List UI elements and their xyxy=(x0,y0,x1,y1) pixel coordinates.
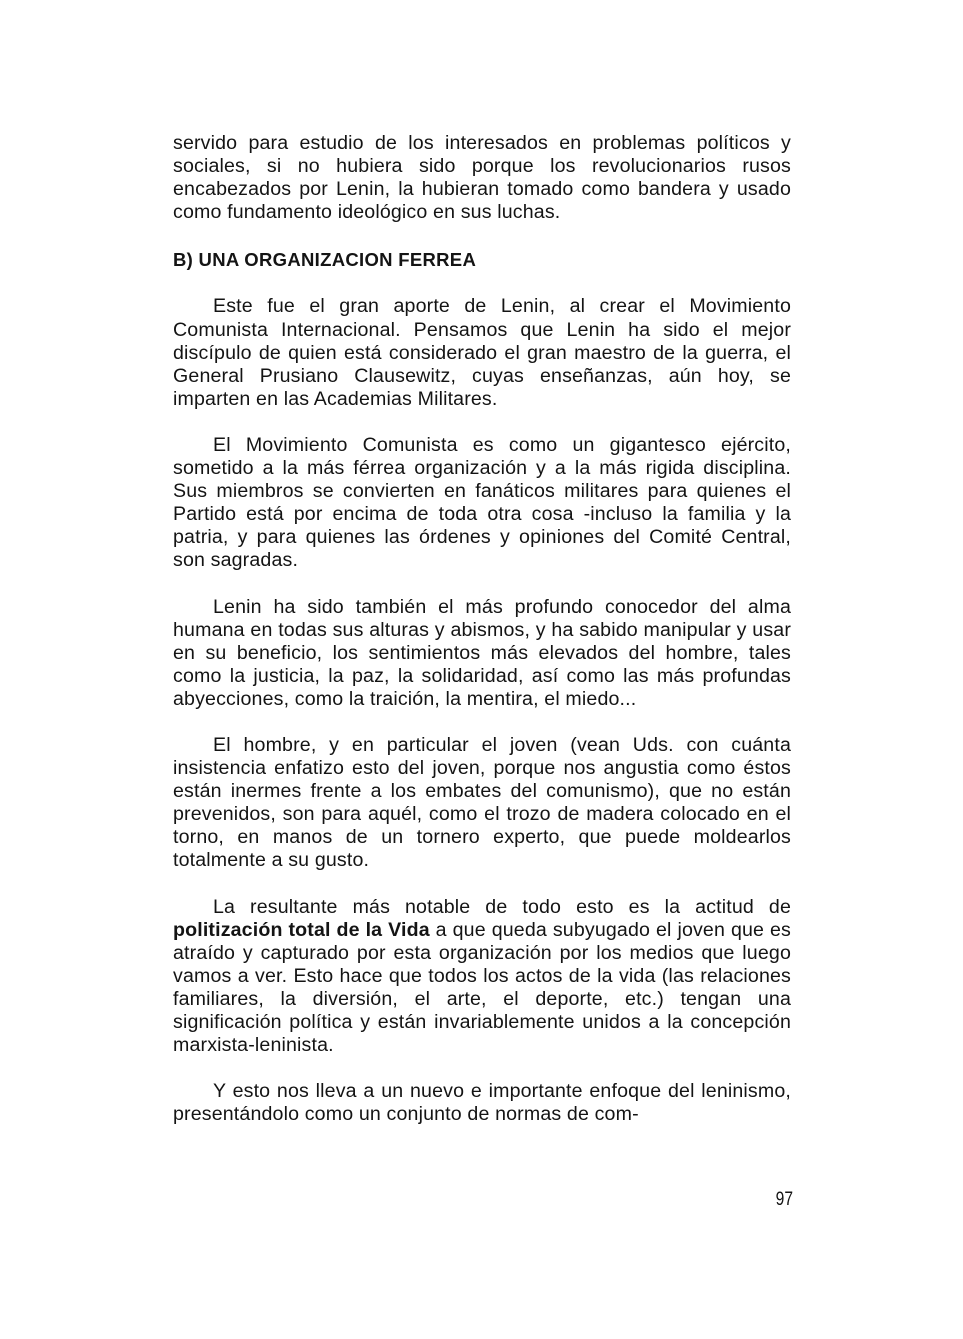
paragraph-continuation: servido para estudio de los interesados en problemas políticos y sociales, si no hubiera sido porque los revolucionarios rusos encabezados por Lenin, la hubieran tomado como bandera y usado como fundamento ideológico en sus luchas. xyxy=(173,132,791,224)
page-body xyxy=(173,132,791,1126)
paragraph-lenin-aporte: Este fue el gran aporte de Lenin, al crear el Movimiento Comunista Internacional. Pensamos que Lenin ha sido el mejor discípulo de quien está considerado el gran maestro de la guerra, el General Prusiano Clausewitz, cuyas enseñanzas, aún hoy, se imparten en las Academias Militares. xyxy=(173,295,791,410)
paragraph-resultante xyxy=(173,896,791,1058)
resultante-text-before: La resultante más notable de todo esto es la actitud de xyxy=(213,895,791,918)
page-number: 97 xyxy=(775,1189,793,1210)
resultante-bold-phrase: politización total de la Vida xyxy=(173,918,430,941)
resultante-text-after: a que queda subyugado el joven que es atraído y capturado por esta organización por los medios que luego vamos a ver. Esto hace que todos los actos de la vida (las relaciones familiares, la diversión, el arte, el deporte, etc.) tengan una significación política y están invariablemente unidos a la concepción marxista-leninista. xyxy=(173,918,791,1057)
paragraph-alma-humana: Lenin ha sido también el más profundo conocedor del alma humana en todas sus alturas y abismos, y ha sabido manipular y usar en su beneficio, los sentimientos más elevados del hombre, tales como la justicia, la paz, la solidaridad, así como las más profundas abyecciones, como la traición, la mentira, el miedo... xyxy=(173,595,791,710)
paragraph-nuevo-enfoque: Y esto nos lleva a un nuevo e importante enfoque del leninismo, presentándolo como un conjunto de normas de com- xyxy=(173,1080,791,1126)
section-heading: B) UNA ORGANIZACION FERREA xyxy=(173,249,477,271)
paragraph-el-hombre: El hombre, y en particular el joven (vean Uds. con cuánta insistencia enfatizo esto del joven, porque nos angustia como éstos están inermes frente a los embates del comunismo), que no están prevenidos, son para aquél, como el trozo de madera colocado en el torno, en manos de un tornero experto, que puede moldearlos totalmente a su gusto. xyxy=(173,733,791,872)
paragraph-movimiento-comunista: El Movimiento Comunista es como un gigantesco ejército, sometido a la más férrea organización y a la más rigida disciplina. Sus miembros se convierten en fanáticos militares para quienes el Partido está por encima de toda otra cosa -incluso la familia y la patria, y para quienes las órdenes y opiniones del Comité Central, son sagradas. xyxy=(173,433,791,572)
